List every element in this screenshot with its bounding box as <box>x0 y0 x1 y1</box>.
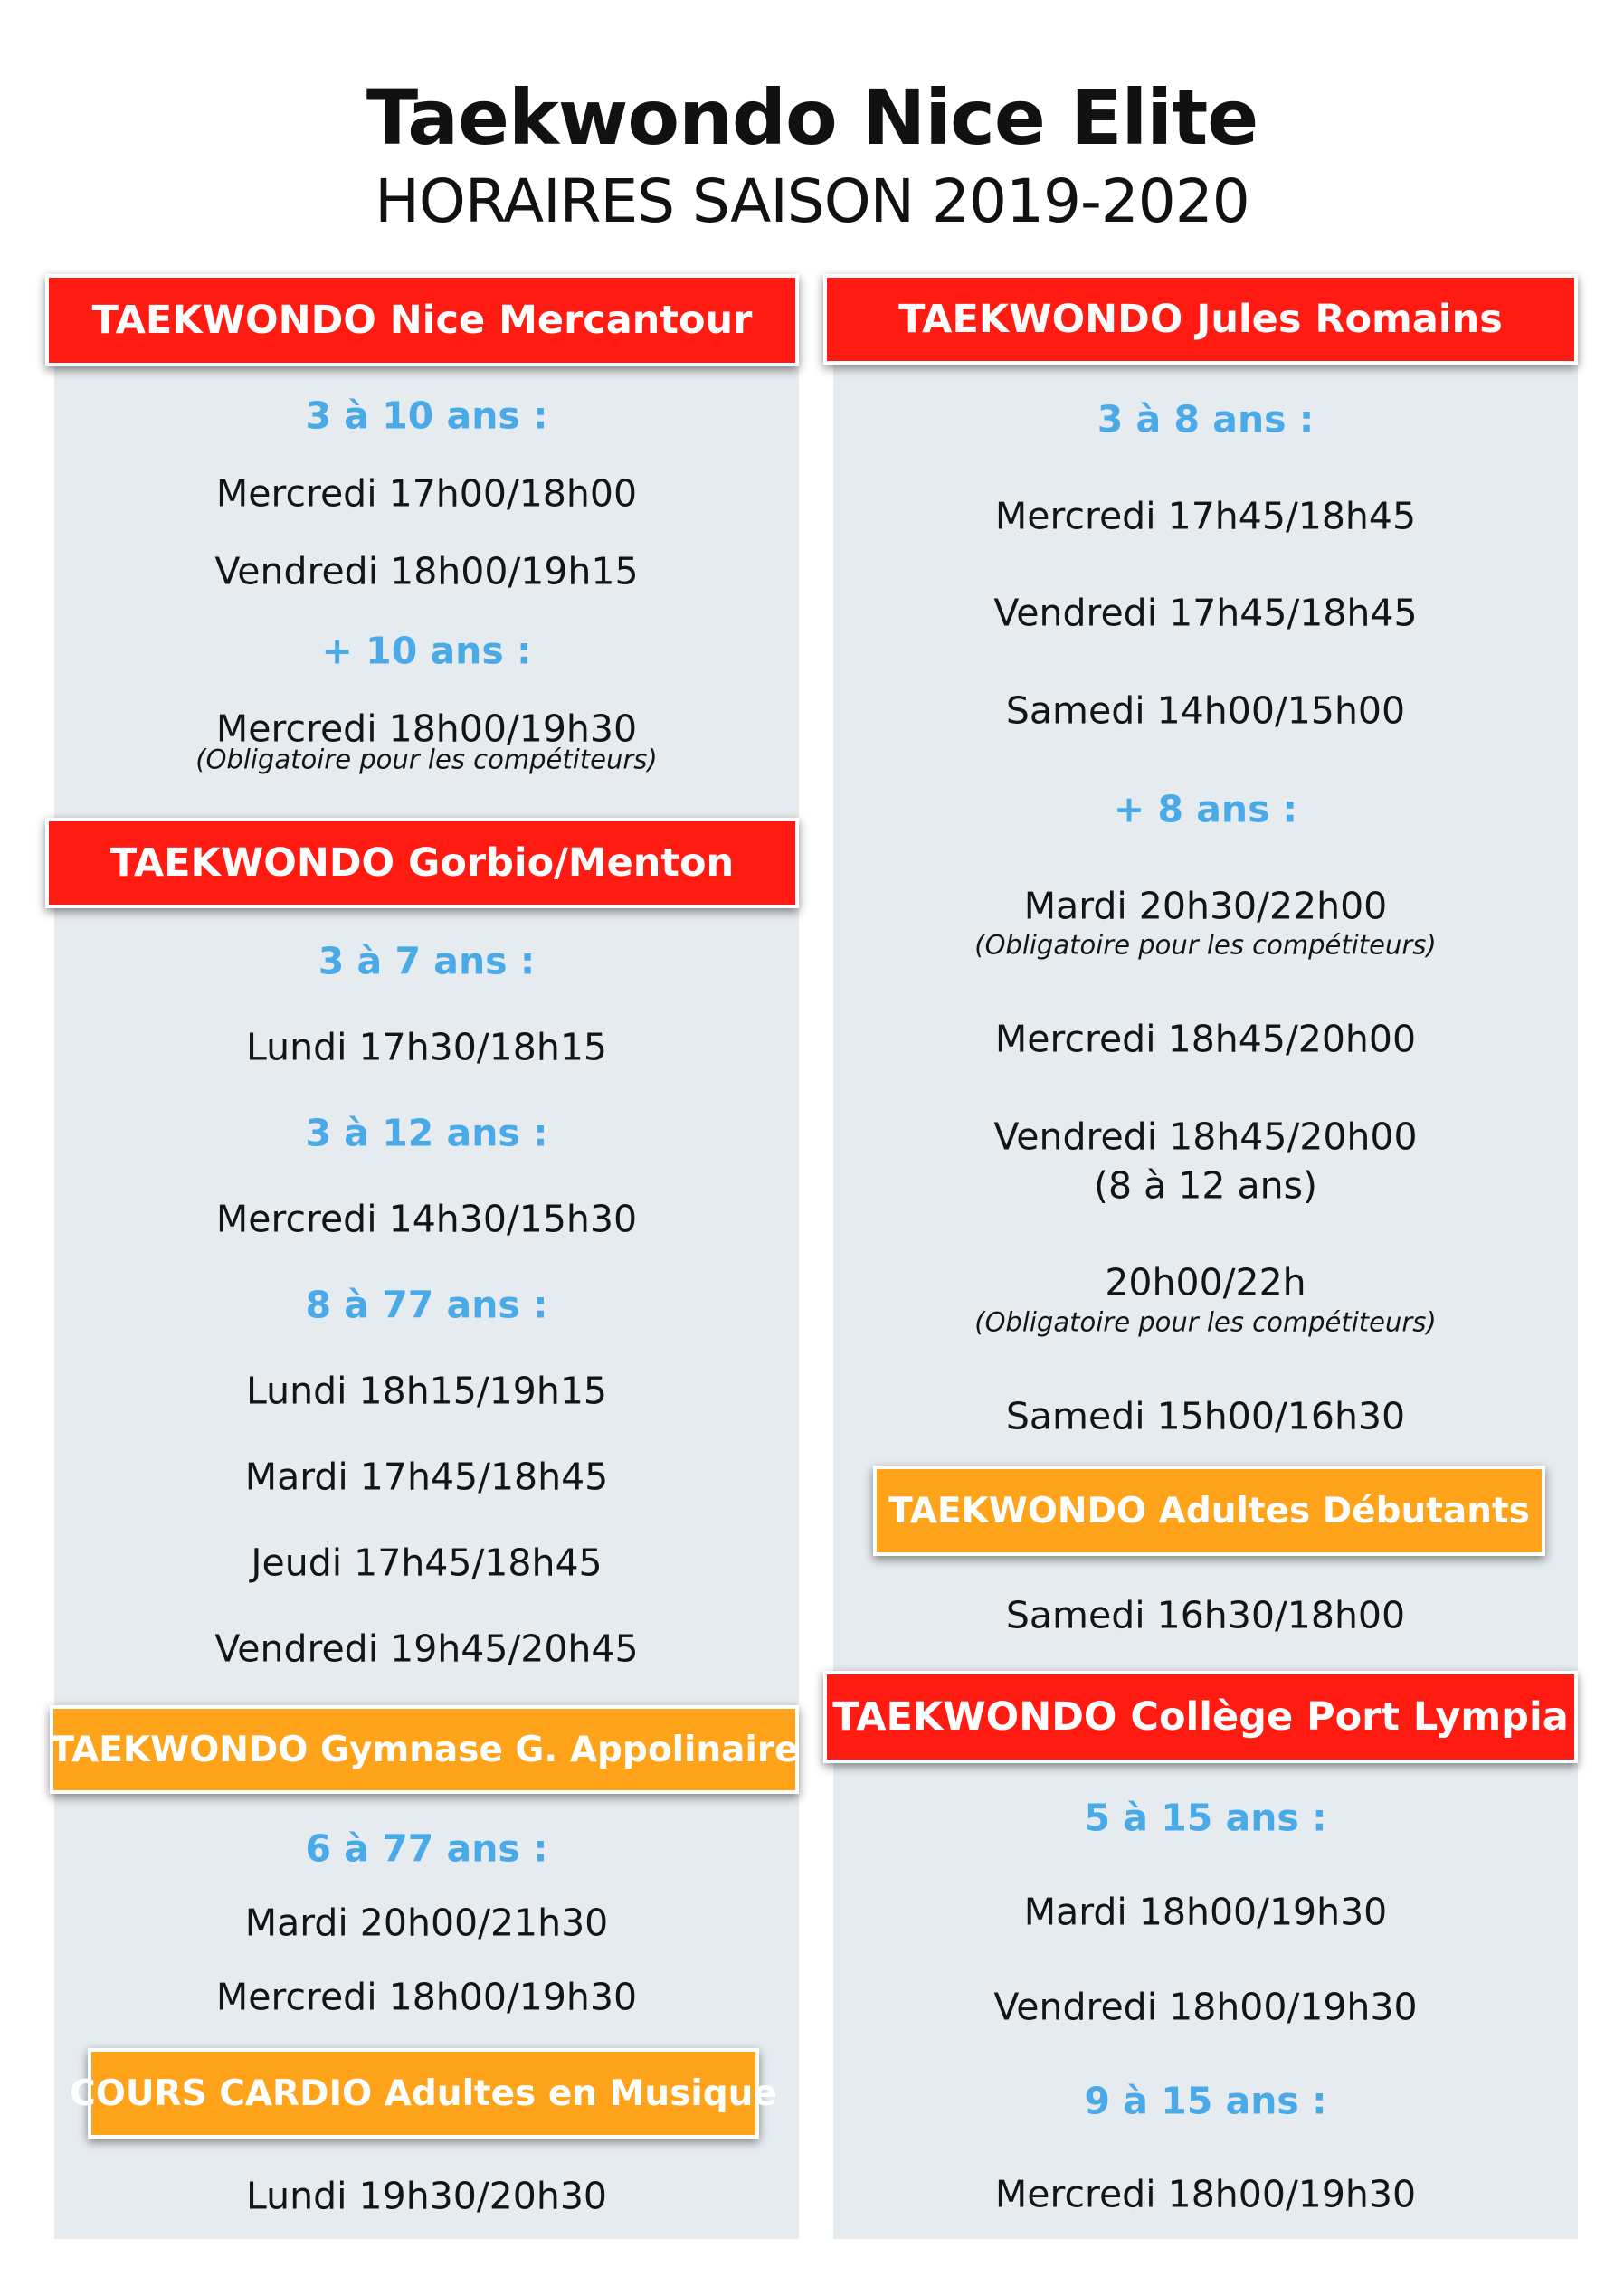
schedule-slot: Mardi 18h00/19h30 <box>1023 1890 1388 1934</box>
schedule-slot: Mercredi 18h45/20h00 <box>994 1017 1417 1061</box>
schedule-slot: Jeudi 17h45/18h45 <box>251 1541 603 1585</box>
schedule-slot: Mercredi 18h00/19h30 <box>215 707 638 751</box>
schedule-note: (Obligatoire pour les compétiteurs) <box>974 929 1437 961</box>
schedule-slot: 20h00/22h <box>1105 1260 1306 1304</box>
section-header-adultes-debutants: TAEKWONDO Adultes Débutants <box>873 1466 1545 1556</box>
schedule-slot: Mardi 17h45/18h45 <box>244 1455 609 1499</box>
schedule-note: (Obligatoire pour les compétiteurs) <box>974 1306 1437 1338</box>
age-group-label: 8 à 77 ans : <box>305 1283 548 1327</box>
schedule-slot: Lundi 19h30/20h30 <box>245 2174 607 2218</box>
schedule-slot: Vendredi 18h00/19h15 <box>214 549 639 593</box>
age-group-label: 3 à 12 ans : <box>305 1111 548 1155</box>
age-group-label: 6 à 77 ans : <box>305 1826 548 1871</box>
age-group-label: 3 à 10 ans : <box>305 394 548 438</box>
age-group-label: 5 à 15 ans : <box>1084 1796 1327 1840</box>
schedule-slot: Mardi 20h30/22h00 <box>1023 884 1388 928</box>
schedule-slot: Mercredi 17h00/18h00 <box>215 471 638 516</box>
page-subtitle: HORAIRES SAISON 2019-2020 <box>375 166 1249 236</box>
schedule-slot: Mercredi 14h30/15h30 <box>215 1197 638 1241</box>
age-group-label: + 10 ans : <box>321 629 532 673</box>
schedule-slot: Mercredi 17h45/18h45 <box>994 494 1417 538</box>
schedule-slot: Samedi 16h30/18h00 <box>1005 1593 1406 1637</box>
section-header-cours-cardio: COURS CARDIO Adultes en Musique <box>88 2048 759 2139</box>
age-group-label: 3 à 7 ans : <box>318 939 536 983</box>
section-header-jules-romains: TAEKWONDO Jules Romains <box>823 274 1578 365</box>
schedule-slot: Vendredi 19h45/20h45 <box>214 1627 639 1671</box>
schedule-slot: (8 à 12 ans) <box>1094 1163 1317 1208</box>
schedule-slot: Vendredi 18h45/20h00 <box>993 1115 1418 1159</box>
age-group-label: 9 à 15 ans : <box>1084 2079 1327 2123</box>
schedule-slot: Vendredi 18h00/19h30 <box>993 1985 1418 2029</box>
schedule-slot: Mercredi 18h00/19h30 <box>994 2172 1417 2216</box>
page-title: Taekwondo Nice Elite <box>366 73 1258 162</box>
schedule-slot: Mercredi 18h00/19h30 <box>215 1975 638 2019</box>
schedule-slot: Mardi 20h00/21h30 <box>244 1901 609 1945</box>
section-header-college-port-lympia: TAEKWONDO Collège Port Lympia <box>823 1671 1578 1763</box>
age-group-label: + 8 ans : <box>1113 787 1298 831</box>
schedule-slot: Vendredi 17h45/18h45 <box>993 591 1418 635</box>
section-header-nice-mercantour: TAEKWONDO Nice Mercantour <box>45 274 799 366</box>
schedule-note: (Obligatoire pour les compétiteurs) <box>195 744 658 775</box>
age-group-label: 3 à 8 ans : <box>1097 397 1315 441</box>
schedule-slot: Lundi 18h15/19h15 <box>245 1369 607 1413</box>
schedule-slot: Samedi 14h00/15h00 <box>1005 688 1406 733</box>
schedule-slot: Lundi 17h30/18h15 <box>245 1025 607 1069</box>
section-header-gorbio-menton: TAEKWONDO Gorbio/Menton <box>45 818 799 908</box>
schedule-slot: Samedi 15h00/16h30 <box>1005 1394 1406 1438</box>
section-header-gymnase-appolinaire: TAEKWONDO Gymnase G. Appolinaire <box>50 1705 799 1794</box>
